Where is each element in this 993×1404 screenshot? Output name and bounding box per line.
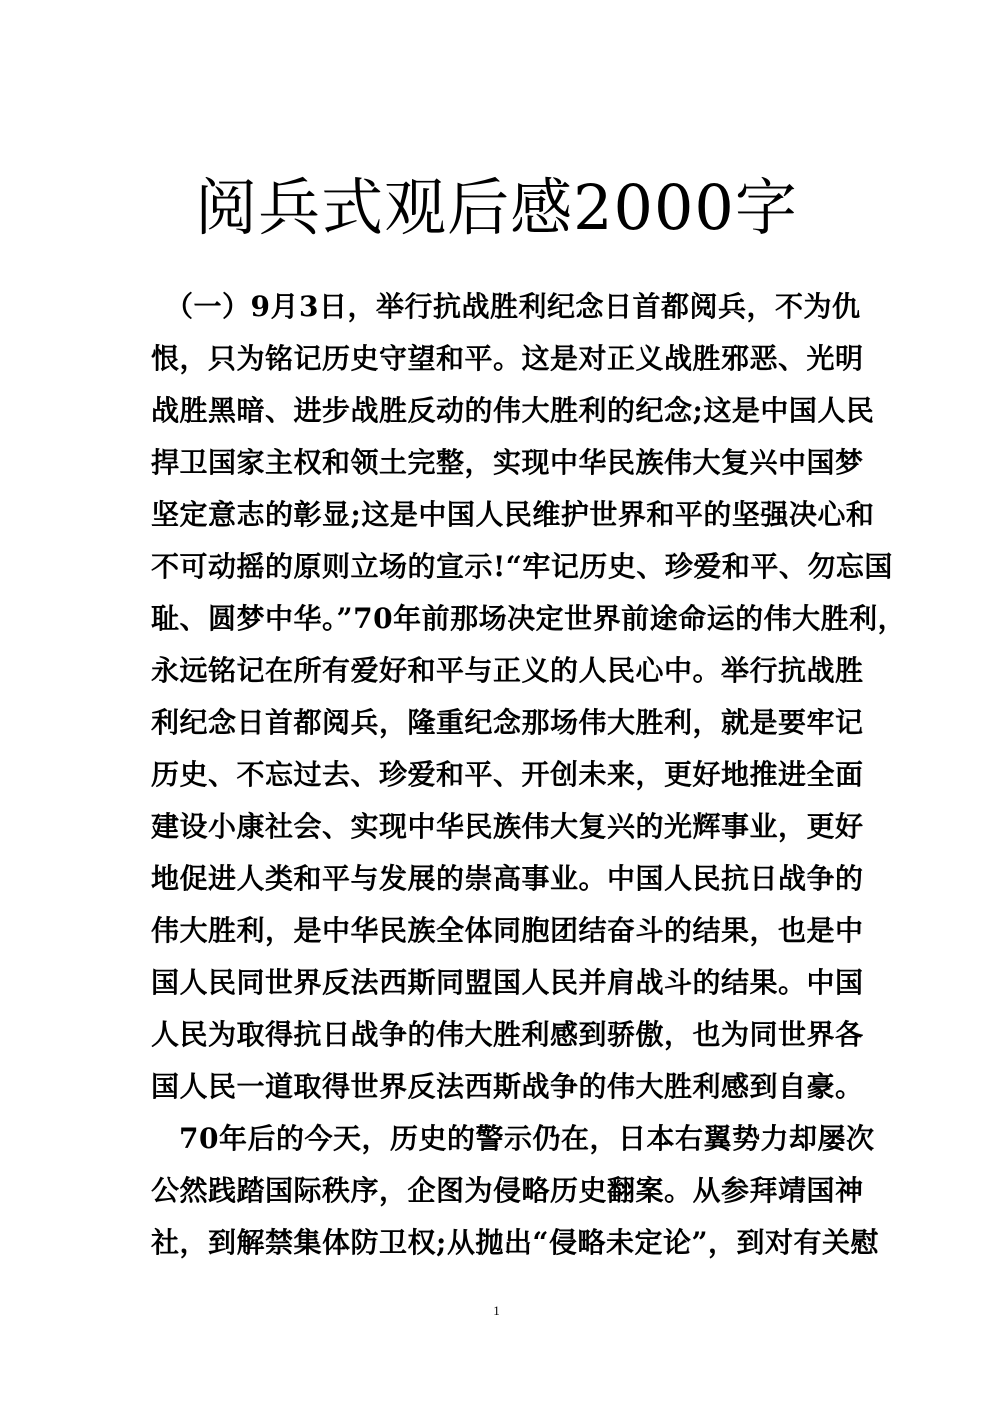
text-line: 国人民同世界反法西斯同盟国人民并肩战斗的结果。中国	[151, 966, 864, 999]
text-line: 战胜黑暗、进步战胜反动的伟大胜利的纪念;这是中国人民	[151, 394, 875, 427]
text-line: 耻、圆梦中华。”70年前那场决定世界前途命运的伟大胜利，	[151, 602, 907, 635]
text-line: 历史、不忘过去、珍爱和平、开创未来，更好地推进全面	[151, 758, 864, 791]
page-number: 1	[493, 1303, 500, 1318]
text-line: 社，到解禁集体防卫权;从抛出“侵略未定论”，到对有关慰	[151, 1226, 880, 1259]
text-line: 永远铭记在所有爱好和平与正义的人民心中。举行抗战胜	[151, 654, 864, 687]
text-line: 利纪念日首都阅兵，隆重纪念那场伟大胜利，就是要牢记	[151, 706, 864, 739]
text-line: 伟大胜利，是中华民族全体同胞团结奋斗的结果，也是中	[151, 914, 864, 947]
text-line: 人民为取得抗日战争的伟大胜利感到骄傲，也为同世界各	[151, 1018, 864, 1051]
text-line: 70年后的今天，历史的警示仍在，日本右翼势力却屡次	[179, 1122, 875, 1155]
text-line: 捍卫国家主权和领土完整，实现中华民族伟大复兴中国梦	[151, 446, 864, 479]
text-line: 恨，只为铭记历史守望和平。这是对正义战胜邪恶、光明	[151, 342, 864, 375]
text-line: 不可动摇的原则立场的宣示!“牢记历史、珍爱和平、勿忘国	[151, 550, 893, 583]
text-line: 公然践踏国际秩序，企图为侵略历史翻案。从参拜靖国神	[151, 1174, 864, 1207]
text-line: 建设小康社会、实现中华民族伟大复兴的光辉事业，更好	[151, 810, 864, 843]
text-line: 地促进人类和平与发展的崇高事业。中国人民抗日战争的	[151, 862, 864, 895]
text-line: 坚定意志的彰显;这是中国人民维护世界和平的坚强决心和	[151, 498, 875, 531]
document-title: 阅兵式观后感2000字	[195, 171, 798, 244]
text-line: （一）9月3日，举行抗战胜利纪念日首都阅兵，不为仇	[165, 290, 861, 323]
body-text	[151, 281, 907, 1269]
text-line: 国人民一道取得世界反法西斯战争的伟大胜利感到自豪。	[151, 1070, 864, 1103]
